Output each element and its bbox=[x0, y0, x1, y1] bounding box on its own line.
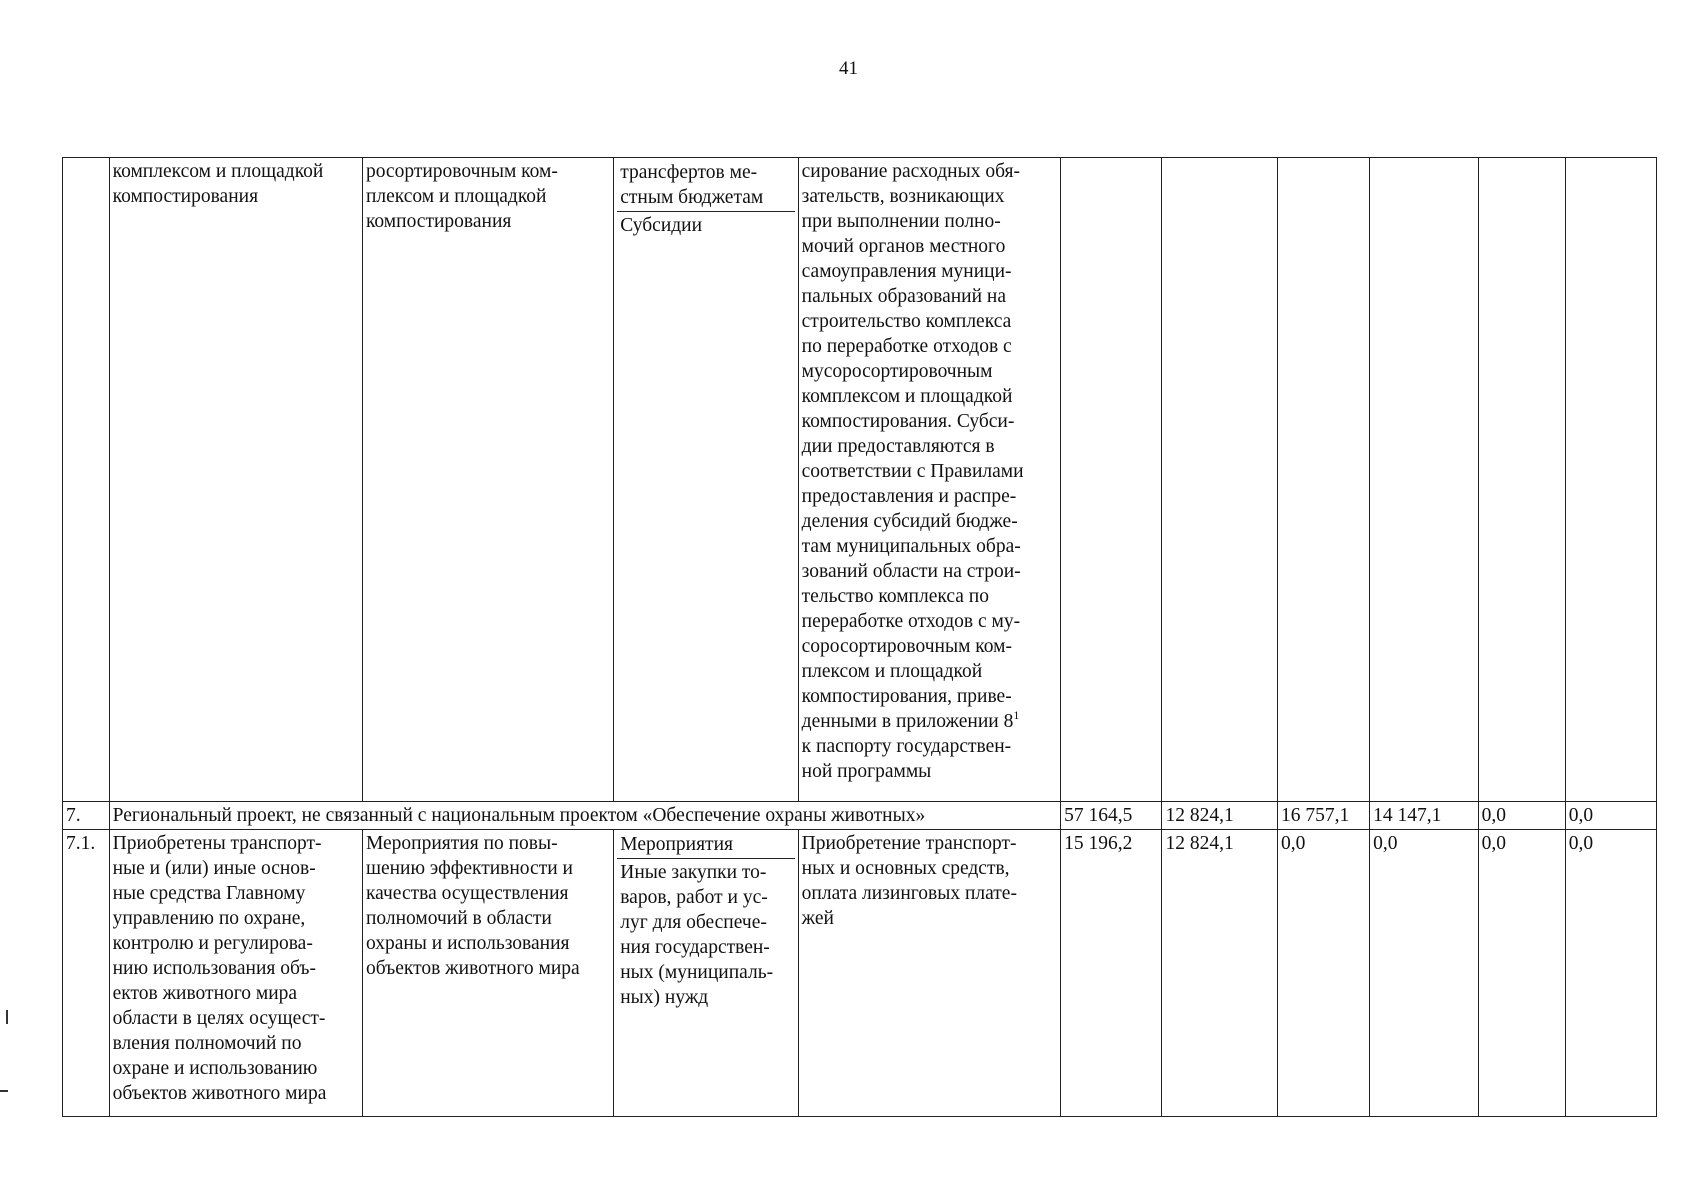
text-line: ные и (или) иные основ- bbox=[112, 858, 316, 879]
text-line: росортировочным ком- bbox=[365, 161, 558, 182]
text-line: самоуправления муници- bbox=[801, 261, 1012, 282]
expense-category bbox=[617, 159, 794, 212]
text-line: деления субсидий бюдже- bbox=[801, 511, 1018, 532]
cell-value: 0,0 bbox=[1277, 830, 1369, 1117]
text-line: сирование расходных обя- bbox=[801, 161, 1020, 182]
cell-section-title: Региональный проект, не связанный с национальным проектом «Обеспечение охраны животных» bbox=[109, 802, 1061, 830]
text-line: жей bbox=[801, 908, 834, 929]
cell-number bbox=[63, 158, 110, 802]
cell-value: 57 164,5 bbox=[1061, 802, 1162, 830]
text-line: компостирования. Субси- bbox=[801, 411, 1015, 432]
text-line: плексом и площадкой bbox=[801, 661, 983, 682]
text-line: по переработке отходов с bbox=[801, 336, 1012, 357]
text-line: зательств, возникающих bbox=[801, 186, 1005, 207]
text-line: компостирования, приве- bbox=[801, 686, 1012, 707]
text-line: мусоросортировочным bbox=[801, 361, 993, 382]
cell-measure bbox=[362, 830, 613, 1117]
text-line: стным бюджетам bbox=[620, 187, 764, 208]
text-line: нию использования объ- bbox=[112, 958, 316, 979]
cell-result bbox=[109, 158, 362, 802]
text-line: пальных образований на bbox=[801, 286, 1006, 307]
cell-value bbox=[1061, 158, 1162, 802]
text-line: качества осуществления bbox=[365, 883, 569, 904]
cell-number: 7. bbox=[63, 802, 110, 830]
cell-value: 0,0 bbox=[1478, 830, 1565, 1117]
text-line: луг для обеспече- bbox=[620, 912, 767, 933]
cell-expense-type bbox=[614, 158, 798, 802]
text-line: области в целях осущест- bbox=[112, 1008, 326, 1029]
text-line: контролю и регулирова- bbox=[112, 933, 313, 954]
text-line: ния государствен- bbox=[620, 937, 770, 958]
text-line: комплексом и площадкой bbox=[112, 161, 324, 182]
cell-value bbox=[1565, 158, 1656, 802]
expense-subtype bbox=[617, 859, 794, 1011]
text-line: объектов животного мира bbox=[365, 958, 580, 979]
text-line: там муниципальных обра- bbox=[801, 536, 1021, 557]
text-line: варов, работ и ус- bbox=[620, 887, 768, 908]
scan-margin-mark bbox=[0, 1090, 8, 1092]
text-line: ных и основных средств, bbox=[801, 858, 1010, 879]
cell-value: 14 147,1 bbox=[1370, 802, 1478, 830]
cell-value: 0,0 bbox=[1370, 830, 1478, 1117]
text-line: дии предоставляются в bbox=[801, 436, 995, 457]
text-line: полномочий в области bbox=[365, 908, 552, 929]
cell-measure bbox=[362, 158, 613, 802]
text-line: ной программы bbox=[801, 761, 932, 782]
text-line: плексом и площадкой bbox=[365, 186, 547, 207]
cell-description bbox=[798, 830, 1060, 1117]
cell-value bbox=[1277, 158, 1369, 802]
text-line: объектов животного мира bbox=[112, 1083, 327, 1104]
text-line: мочий органов местного bbox=[801, 236, 1006, 257]
expense-subtype: Субсидии bbox=[620, 215, 703, 236]
cell-value: 12 824,1 bbox=[1162, 802, 1278, 830]
budget-table bbox=[62, 157, 1657, 1117]
text-line: строительство комплекса bbox=[801, 311, 1012, 332]
cell-value: 0,0 bbox=[1478, 802, 1565, 830]
cell-value bbox=[1370, 158, 1478, 802]
table-row-continuation bbox=[63, 158, 1657, 802]
cell-value: 0,0 bbox=[1565, 802, 1656, 830]
text-line: Приобретены транспорт- bbox=[112, 833, 322, 854]
cell-result bbox=[109, 830, 362, 1117]
text-line: Мероприятия по повы- bbox=[365, 833, 558, 854]
cell-value: 12 824,1 bbox=[1162, 830, 1278, 1117]
text-line: управлению по охране, bbox=[112, 908, 306, 929]
text-line: вления полномочий по bbox=[112, 1033, 302, 1054]
text-line: ные средства Главному bbox=[112, 883, 306, 904]
text-line: денными в приложении 8 bbox=[801, 711, 1014, 732]
cell-value: 16 757,1 bbox=[1277, 802, 1369, 830]
text-line: к паспорту государствен- bbox=[801, 736, 1012, 757]
footnote-superscript: 1 bbox=[1013, 708, 1020, 722]
cell-expense-type bbox=[614, 830, 798, 1117]
text-line: Приобретение транспорт- bbox=[801, 833, 1017, 854]
table-row-section-7 bbox=[63, 802, 1657, 830]
text-line: соответствии с Правилами bbox=[801, 461, 1024, 482]
text-line: ных) нужд bbox=[620, 987, 709, 1008]
page-number: 41 bbox=[839, 58, 858, 79]
text-line: Иные закупки то- bbox=[620, 862, 767, 883]
text-line: комплексом и площадкой bbox=[801, 386, 1013, 407]
table-row-7-1 bbox=[63, 830, 1657, 1117]
text-line: оплата лизинговых плате- bbox=[801, 883, 1017, 904]
cell-value bbox=[1478, 158, 1565, 802]
text-line: компостирования bbox=[365, 211, 512, 232]
cell-number: 7.1. bbox=[63, 830, 110, 1117]
scan-margin-mark bbox=[6, 1010, 8, 1024]
text-line: ных (муниципаль- bbox=[620, 962, 774, 983]
expense-category: Мероприятия bbox=[617, 831, 794, 859]
text-line: трансфертов ме- bbox=[620, 162, 758, 183]
text-line: ектов животного мира bbox=[112, 983, 298, 1004]
text-line: соросортировочным ком- bbox=[801, 636, 1012, 657]
text-line: предоставления и распре- bbox=[801, 486, 1017, 507]
cell-description bbox=[798, 158, 1060, 802]
text-line: тельство комплекса по bbox=[801, 586, 989, 607]
text-line: шению эффективности и bbox=[365, 858, 573, 879]
cell-value: 0,0 bbox=[1565, 830, 1656, 1117]
cell-value bbox=[1162, 158, 1278, 802]
cell-value: 15 196,2 bbox=[1061, 830, 1162, 1117]
text-line: компостирования bbox=[112, 186, 259, 207]
text-line: переработке отходов с му- bbox=[801, 611, 1021, 632]
text-line: охране и использованию bbox=[112, 1058, 318, 1079]
text-line: зований области на строи- bbox=[801, 561, 1021, 582]
text-line: охраны и использования bbox=[365, 933, 570, 954]
text-line: при выполнении полно- bbox=[801, 211, 1001, 232]
